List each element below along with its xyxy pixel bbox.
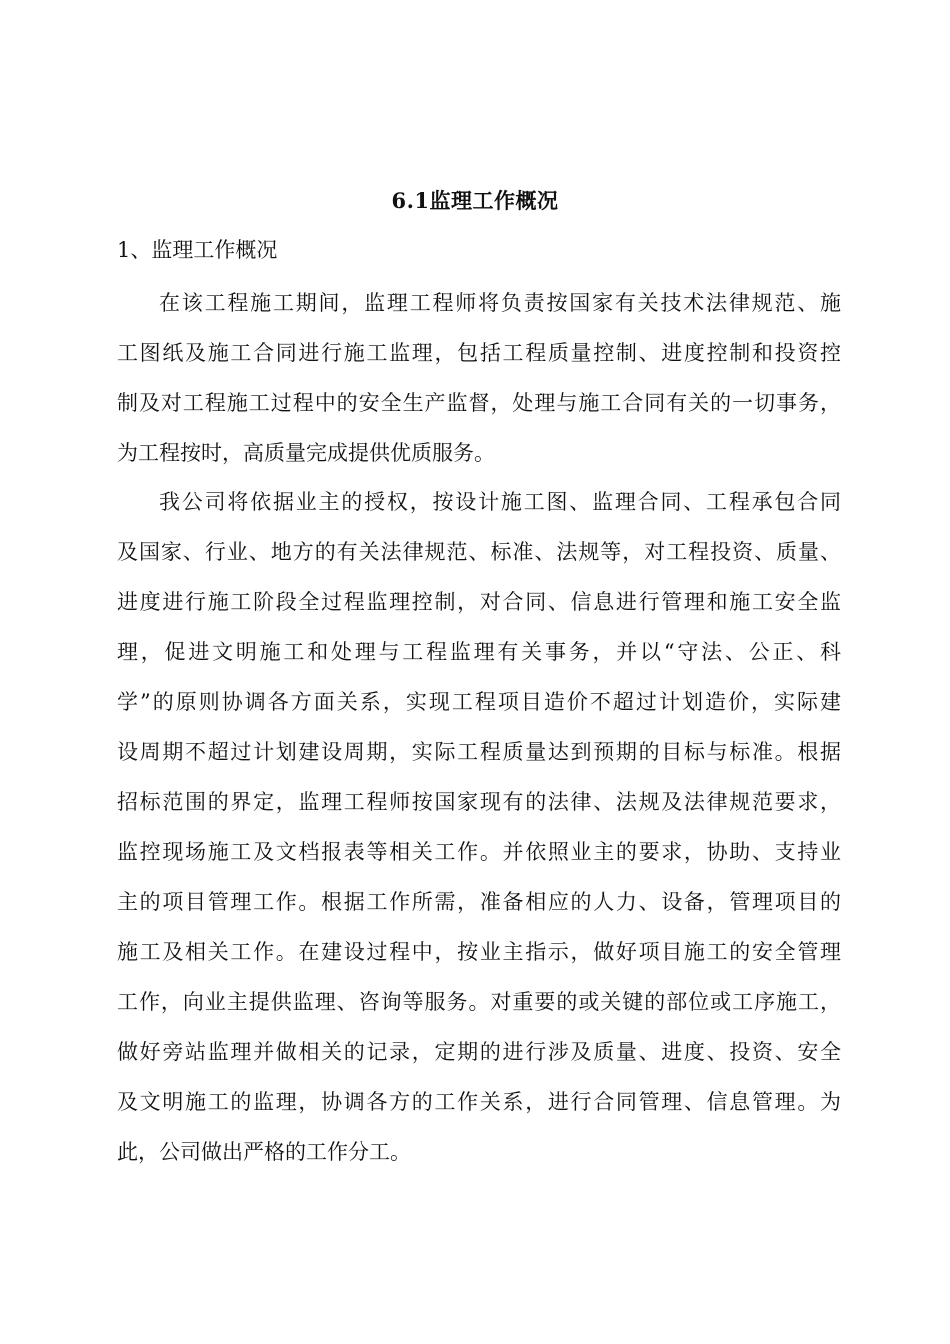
paragraph-line: 为工程按时，高质量完成提供优质服务。	[117, 441, 495, 465]
paragraph-line: 工作，向业主提供监理、咨询等服务。对重要的或关键的部位或工序施工，	[117, 990, 841, 1014]
paragraph-line: 及文明施工的监理，协调各方的工作关系，进行合同管理、信息管理。为	[117, 1090, 841, 1114]
paragraph-line: 设周期不超过计划建设周期，实际工程质量达到预期的目标与标准。根据	[117, 740, 841, 764]
paragraph-line: 主的项目管理工作。根据工作所需，准备相应的人力、设备，管理项目的	[117, 890, 841, 914]
paragraph-line: 施工及相关工作。在建设过程中，按业主指示，做好项目施工的安全管理	[117, 940, 841, 964]
paragraph-overview	[117, 278, 841, 478]
paragraph-line: 工图纸及施工合同进行施工监理，包括工程质量控制、进度控制和投资控	[117, 341, 841, 365]
paragraph-line: 进度进行施工阶段全过程监理控制，对合同、信息进行管理和施工安全监	[117, 590, 841, 614]
paragraph-line: 监控现场施工及文档报表等相关工作。并依照业主的要求，协助、支持业	[117, 840, 841, 864]
paragraph-line: 理，促进文明施工和处理与工程监理有关事务，并以“守法、公正、科	[117, 640, 841, 664]
paragraph-line: 做好旁站监理并做相关的记录，定期的进行涉及质量、进度、投资、安全	[117, 1040, 841, 1064]
paragraph-line: 招标范围的界定，监理工程师按国家现有的法律、法规及法律规范要求，	[117, 790, 841, 814]
paragraph-line: 制及对工程施工过程中的安全生产监督，处理与施工合同有关的一切事务，	[117, 391, 841, 415]
subsection-heading: 1、监理工作概况	[117, 238, 278, 262]
paragraph-scope	[117, 477, 841, 1177]
paragraph-line: 在该工程施工期间，监理工程师将负责按国家有关技术法律规范、施	[159, 291, 841, 315]
paragraph-line: 我公司将依据业主的授权，按设计施工图、监理合同、工程承包合同	[159, 490, 841, 514]
paragraph-line: 及国家、行业、地方的有关法律规范、标准、法规等，对工程投资、质量、	[117, 540, 841, 564]
section-title: 6.1监理工作概况	[391, 188, 559, 213]
paragraph-line: 学”的原则协调各方面关系，实现工程项目造价不超过计划造价，实际建	[117, 690, 841, 714]
paragraph-line: 此，公司做出严格的工作分工。	[117, 1140, 411, 1164]
